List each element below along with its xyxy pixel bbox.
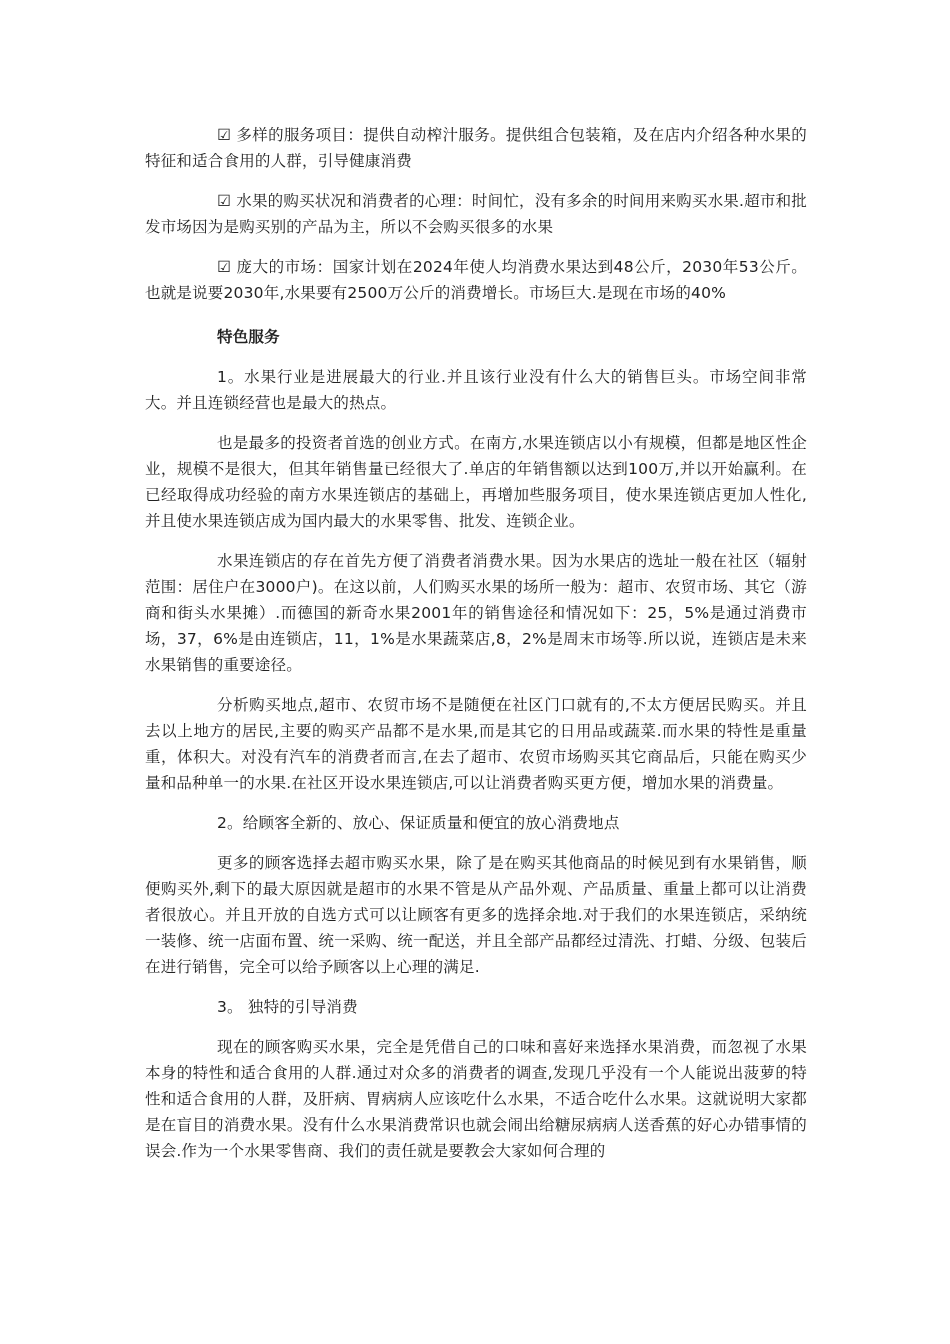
paragraph-service-items: ☑ 多样的服务项目：提供自动榨汁服务。提供组合包装箱，及在店内介绍各种水果的特征和适合食用的人群，引导健康消费 bbox=[145, 126, 807, 170]
paragraph-investor-choice: 也是最多的投资者首选的创业方式。在南方,水果连锁店以小有规模，但都是地区性企业，规模不是很大，但其年销售量已经很大了.单店的年销售额以达到100万,并以开始赢利。在已经取得成功经验的南方水果连锁店的基础上，再增加些服务项目，使水果连锁店更加人性化,并且使水果连锁店成为国内最大的水果零售、批发、连锁企业。 bbox=[145, 434, 807, 530]
paragraph-purchase-location: 分析购买地点,超市、农贸市场不是随便在社区门口就有的,不太方便居民购买。并且去以上地方的居民,主要的购买产品都不是水果,而是其它的日用品或蔬菜.而水果的特性是重量重，体积大。对没有汽车的消费者而言,在去了超市、农贸市场购买其它商品后，只能在购买少量和品种单一的水果.在社区开设水果连锁店,可以让消费者购买更方便，增加水果的消费量。 bbox=[145, 696, 807, 792]
paragraph-point-1: 1。水果行业是进展最大的行业.并且该行业没有什么大的销售巨头。市场空间非常大。并且连锁经营也是最大的热点。 bbox=[145, 368, 807, 412]
section-heading-special-services: 特色服务 bbox=[217, 328, 280, 346]
paragraph-convenience: 水果连锁店的存在首先方便了消费者消费水果。因为水果店的选址一般在社区（辐射范围：居住户在3000户)。在这以前，人们购买水果的场所一般为：超市、农贸市场、其它（游商和街头水果摊）.而德国的新奇水果2001年的销售途径和情况如下：25，5%是通过消费市场，37，6%是由连锁店，11，1%是水果蔬菜店,8，2%是周末市场等.所以说，连锁店是未来水果销售的重要途径。 bbox=[145, 552, 807, 674]
paragraph-supermarket-reasons: 更多的顾客选择去超市购买水果，除了是在购买其他商品的时候见到有水果销售，顺便购买外,剩下的最大原因就是超市的水果不管是从产品外观、产品质量、重量上都可以让消费者很放心。并且开放的自选方式可以让顾客有更多的选择余地.对于我们的水果连锁店，采纳统一装修、统一店面布置、统一采购、统一配送，并且全部产品都经过清洗、打蜡、分级、包装后在进行销售，完全可以给予顾客以上心理的满足. bbox=[145, 854, 807, 976]
paragraph-huge-market: ☑ 庞大的市场：国家计划在2024年使人均消费水果达到48公斤，2030年53公斤。也就是说要2030年,水果要有2500万公斤的消费增长。市场巨大.是现在市场的40% bbox=[145, 258, 807, 302]
paragraph-point-3: 3。 独特的引导消费 bbox=[217, 998, 358, 1016]
document-page bbox=[145, 122, 807, 1164]
paragraph-guided-consumption: 现在的顾客购买水果，完全是凭借自己的口味和喜好来选择水果消费，而忽视了水果本身的特性和适合食用的人群.通过对众多的消费者的调查,发现几乎没有一个人能说出菠萝的特性和适合食用的人群，及肝病、胃病病人应该吃什么水果，不适合吃什么水果。这就说明大家都是在盲目的消费水果。没有什么水果消费常识也就会闹出给糖尿病病人送香蕉的好心办错事情的误会.作为一个水果零售商、我们的责任就是要教会大家如何合理的 bbox=[145, 1038, 807, 1160]
paragraph-buying-psychology: ☑ 水果的购买状况和消费者的心理：时间忙，没有多余的时间用来购买水果.超市和批发市场因为是购买别的产品为主，所以不会购买很多的水果 bbox=[145, 192, 807, 236]
paragraph-point-2: 2。给顾客全新的、放心、保证质量和便宜的放心消费地点 bbox=[217, 814, 620, 832]
